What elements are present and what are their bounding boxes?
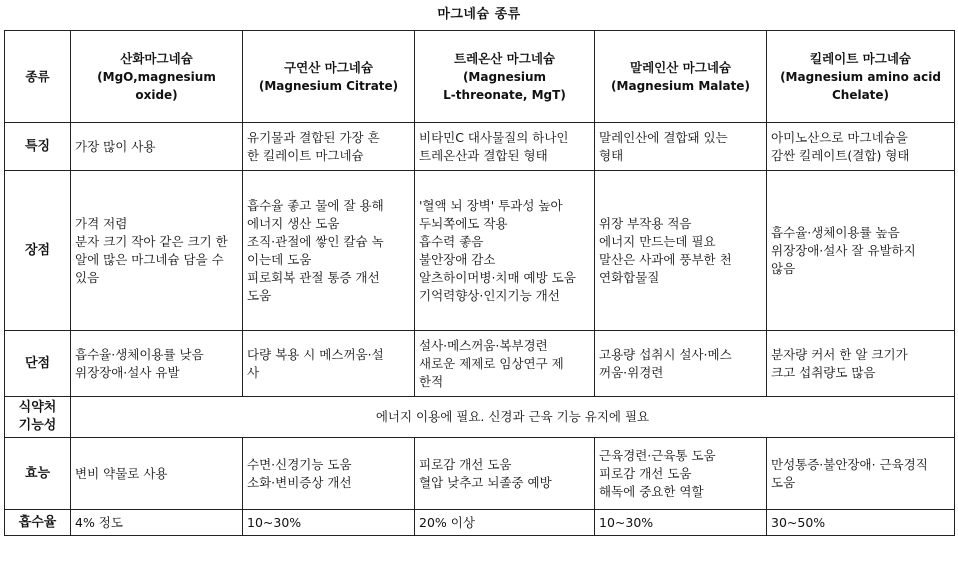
table-cell [71, 438, 243, 510]
cell-line: 아미노산으로 마그네슘을 [771, 129, 908, 145]
row-label-food-function [5, 397, 71, 438]
magnesium-comparison-table [4, 30, 955, 536]
cell-line: 다량 복용 시 메스꺼움·설 [247, 346, 384, 362]
row-label-disadvantage: 단점 [5, 331, 71, 397]
cell-line: 분자량 커서 한 알 크기가 [771, 346, 908, 362]
cell-line: 가격 저렴 [75, 215, 128, 231]
table-cell [595, 438, 767, 510]
table-cell [595, 331, 767, 397]
column-name: 트레온산 마그네슘 [454, 50, 555, 66]
table-cell [595, 171, 767, 331]
cell-line: 크고 섭취량도 많음 [771, 364, 876, 380]
row-header-label: 종류 [5, 31, 71, 123]
cell-line: 위장장애·설사 유발 [75, 364, 180, 380]
cell-line: 있음 [75, 269, 100, 285]
cell-line: 근육경련·근육통 도움 [599, 447, 716, 463]
cell-line: 연화합물질 [599, 269, 660, 285]
table-cell: 10~30% [595, 510, 767, 536]
cell-line: 새로운 제제로 임상연구 제 [419, 355, 564, 371]
cell-line: 두뇌쪽에도 작용 [419, 215, 508, 231]
cell-line: 해독에 중요한 역할 [599, 483, 704, 499]
table-cell [243, 331, 415, 397]
cell-line: 감싼 킬레이트(결합) 형태 [771, 147, 910, 163]
column-header-citrate [243, 31, 415, 123]
column-header-chelate [767, 31, 955, 123]
cell-line: 위장 부작용 적음 [599, 215, 692, 231]
advantage-row [5, 171, 955, 331]
cell-line: 고용량 섭취시 설사·메스 [599, 346, 732, 362]
column-subname: (Magnesium Citrate) [258, 78, 399, 93]
cell-line: 흡수율·생체이용률 낮음 [75, 346, 204, 362]
feature-row [5, 123, 955, 171]
table-cell: 10~30% [243, 510, 415, 536]
row-label-line-2: 기능성 [18, 418, 57, 433]
row-label-efficacy: 효능 [5, 438, 71, 510]
cell-line: 알츠하이머병·치매 예방 도움 [419, 269, 576, 285]
cell-line: 소화·변비증상 개선 [247, 474, 352, 490]
row-label-advantage: 장점 [5, 171, 71, 331]
cell-line: 말산은 사과에 풍부한 천 [599, 251, 732, 267]
cell-line: 설사·메스꺼움·복부경련 [419, 337, 548, 353]
efficacy-row [5, 438, 955, 510]
cell-line: 만성통증·불안장애· 근육경직 [771, 456, 928, 472]
cell-line: 흡수율 좋고 물에 잘 용해 [247, 197, 384, 213]
cell-line: 도움 [771, 474, 796, 490]
table-cell [415, 331, 595, 397]
disadvantage-row [5, 331, 955, 397]
table-cell [71, 171, 243, 331]
cell-line: 피로회복 관절 통증 개선 [247, 269, 380, 285]
cell-line: 불안장애 감소 [419, 251, 496, 267]
cell-line: 비타민C 대사물질의 하나인 [419, 129, 569, 145]
cell-line: 조직·관절에 쌓인 칼슘 녹 [247, 233, 384, 249]
column-subname: (MgO,magnesium oxide) [97, 69, 216, 102]
cell-line: 흡수력 좋음 [419, 233, 484, 249]
cell-line: 알에 많은 마그네슘 담을 수 [75, 251, 224, 267]
cell-line: 기억력향상·인지기능 개선 [419, 287, 560, 303]
cell-line: 위장장애·설사 잘 유발하지 [771, 242, 916, 258]
table-cell [71, 123, 243, 171]
column-name: 산화마그네슘 [120, 50, 193, 66]
cell-line: 꺼움·위경련 [599, 364, 664, 380]
cell-line: 수면·신경기능 도움 [247, 456, 352, 472]
column-name: 구연산 마그네슘 [284, 59, 373, 75]
cell-line: 말레인산에 결합돼 있는 [599, 129, 728, 145]
column-subname: (Magnesium [462, 69, 547, 84]
table-cell [415, 123, 595, 171]
cell-line: 혈압 낮추고 뇌졸중 예방 [419, 474, 552, 490]
cell-line: 가장 많이 사용 [75, 138, 156, 154]
cell-line: 한적 [419, 373, 444, 389]
cell-line: 에너지 만드는데 필요 [599, 233, 716, 249]
column-subname-2: Chelate) [831, 87, 890, 102]
cell-line: 트레온산과 결합된 형태 [419, 147, 548, 163]
row-label-line-1: 식약처 [18, 400, 57, 415]
cell-line: 사 [247, 364, 260, 380]
cell-line: 이는데 도움 [247, 251, 312, 267]
cell-line: 분자 크기 작아 같은 크기 한 [75, 233, 228, 249]
table-cell: 4% 정도 [71, 510, 243, 536]
cell-line: 피로감 개선 도움 [599, 465, 692, 481]
cell-line: 않음 [771, 260, 796, 276]
table-cell [415, 171, 595, 331]
food-function-text: 에너지 이용에 필요. 신경과 근육 기능 유지에 필요 [71, 397, 955, 438]
column-name: 말레인산 마그네슘 [630, 59, 731, 75]
cell-line: 흡수율·생체이용률 높음 [771, 224, 900, 240]
table-cell: 20% 이상 [415, 510, 595, 536]
table-cell [767, 331, 955, 397]
table-cell [243, 123, 415, 171]
food-function-row [5, 397, 955, 438]
table-cell [415, 438, 595, 510]
column-header-threonate [415, 31, 595, 123]
cell-line: '혈액 뇌 장벽' 투과성 높아 [419, 197, 563, 213]
column-subname: (Magnesium amino acid [780, 69, 941, 84]
table-cell [243, 171, 415, 331]
table-cell [595, 123, 767, 171]
table-cell [71, 331, 243, 397]
column-subname: (Magnesium Malate) [611, 78, 750, 93]
absorption-row [5, 510, 955, 536]
table-title: 마그네슘 종류 [437, 7, 521, 22]
cell-line: 도움 [247, 287, 272, 303]
table-cell [767, 123, 955, 171]
column-name: 킬레이트 마그네슘 [810, 50, 911, 66]
row-label-absorption: 흡수율 [5, 510, 71, 536]
table-cell: 30~50% [767, 510, 955, 536]
table-cell [767, 438, 955, 510]
column-header-oxide [71, 31, 243, 123]
cell-line: 한 킬레이트 마그네슘 [247, 147, 364, 163]
cell-line: 에너지 생산 도움 [247, 215, 340, 231]
cell-line: 형태 [599, 147, 624, 163]
header-row [5, 31, 955, 123]
column-subname-2: L-threonate, MgT) [443, 87, 566, 102]
column-header-malate [595, 31, 767, 123]
table-cell [767, 171, 955, 331]
cell-line: 변비 약물로 사용 [75, 465, 168, 481]
cell-line: 유기물과 결합된 가장 흔 [247, 129, 380, 145]
row-label-feature: 특징 [5, 123, 71, 171]
cell-line: 피로감 개선 도움 [419, 456, 512, 472]
table-cell [243, 438, 415, 510]
